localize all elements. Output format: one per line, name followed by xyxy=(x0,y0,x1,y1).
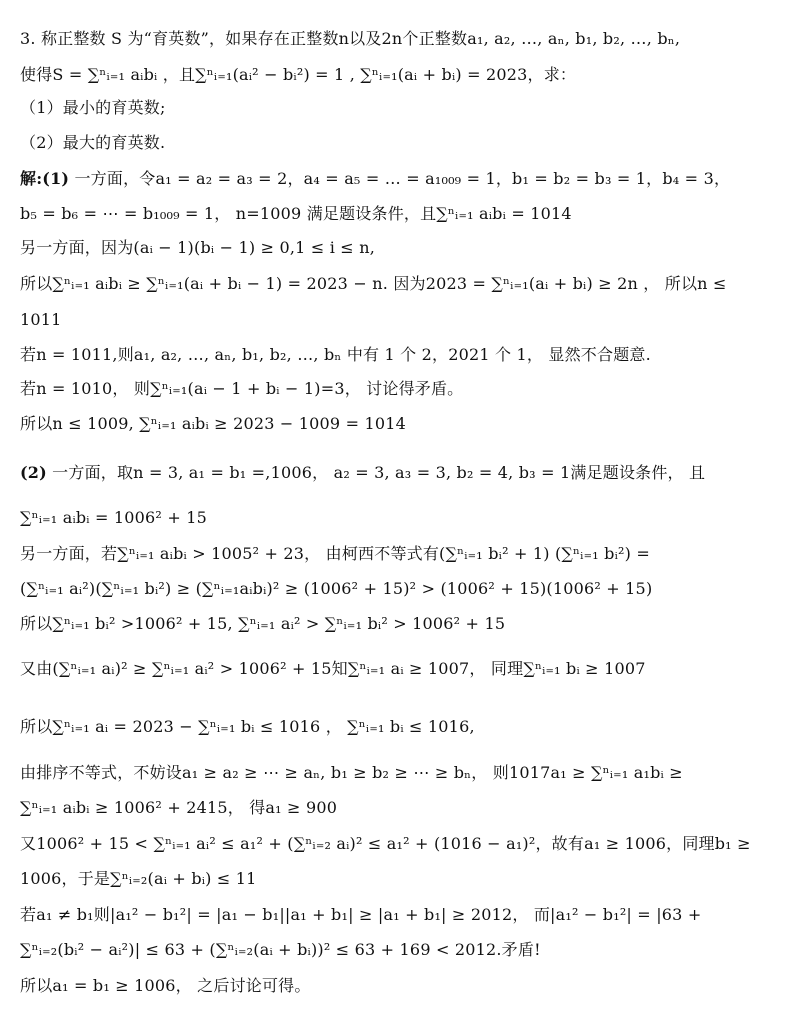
solution-line: ∑ⁿᵢ₌₂(bᵢ² − aᵢ²)| ≤ 63 + (∑ⁿᵢ₌₂(aᵢ + bᵢ))² ≤ 63 + 169 < 2012.矛盾! xyxy=(20,940,541,959)
question-1: （1）最小的育英数; xyxy=(20,98,166,117)
solution-line xyxy=(20,462,782,484)
solution-line: 由排序不等式，不妨设a₁ ≥ a₂ ≥ ⋯ ≥ aₙ, b₁ ≥ b₂ ≥ ⋯ ≥ bₙ， 则1017a₁ ≥ ∑ⁿᵢ₌₁ a₁bᵢ ≥ xyxy=(20,763,683,782)
solution-line: 所以∑ⁿᵢ₌₁ aᵢ = 2023 − ∑ⁿᵢ₌₁ bᵢ ≤ 1016 ， ∑ⁿᵢ₌₁ bᵢ ≤ 1016, xyxy=(20,717,475,736)
solution-line: (∑ⁿᵢ₌₁ aᵢ²)(∑ⁿᵢ₌₁ bᵢ²) ≥ (∑ⁿᵢ₌₁aᵢbᵢ)² ≥ (1006² + 15)² > (1006² + 15)(1006² + 15) xyxy=(20,579,653,598)
solution-line: 另一方面，因为(aᵢ − 1)(bᵢ − 1) ≥ 0,1 ≤ i ≤ n, xyxy=(20,238,375,257)
solution-line: 1011 xyxy=(20,310,62,329)
problem-statement-line-1: 3. 称正整数 S 为“育英数”，如果存在正整数n以及2n个正整数a₁, a₂, …, aₙ, b₁, b₂, …, bₙ, xyxy=(20,29,681,48)
question-2: （2）最大的育英数. xyxy=(20,133,166,152)
solution-line: 又1006² + 15 < ∑ⁿᵢ₌₁ aᵢ² ≤ a₁² + (∑ⁿᵢ₌₂ aᵢ)² ≤ a₁² + (1016 − a₁)²，故有a₁ ≥ 1006，同理b₁ ≥ xyxy=(20,834,751,853)
solution-line: ∑ⁿᵢ₌₁ aᵢbᵢ = 1006² + 15 xyxy=(20,508,207,527)
part-2-label: (2) xyxy=(20,463,47,482)
solution-text: 一方面，取n = 3, a₁ = b₁ =,1006， a₂ = 3, a₃ = 3, b₂ = 4, b₃ = 1满足题设条件， 且 xyxy=(52,463,706,482)
solution-line: 另一方面，若∑ⁿᵢ₌₁ aᵢbᵢ > 1005² + 23， 由柯西不等式有(∑ⁿᵢ₌₁ bᵢ² + 1) (∑ⁿᵢ₌₁ bᵢ²) = xyxy=(20,544,650,563)
solution-line: 若n = 1011,则a₁, a₂, …, aₙ, b₁, b₂, …, bₙ 中有 1 个 2，2021 个 1， 显然不合题意. xyxy=(20,345,651,364)
solution-line: 所以a₁ = b₁ ≥ 1006， 之后讨论可得。 xyxy=(20,976,311,995)
solution-line: 所以n ≤ 1009, ∑ⁿᵢ₌₁ aᵢbᵢ ≥ 2023 − 1009 = 1014 xyxy=(20,414,406,433)
solution-line: b₅ = b₆ = ⋯ = b₁₀₀₉ = 1， n=1009 满足题设条件，且∑ⁿᵢ₌₁ aᵢbᵢ = 1014 xyxy=(20,204,572,223)
solution-line: 所以∑ⁿᵢ₌₁ bᵢ² >1006² + 15, ∑ⁿᵢ₌₁ aᵢ² > ∑ⁿᵢ₌₁ bᵢ² > 1006² + 15 xyxy=(20,614,506,633)
solution-line: 1006，于是∑ⁿᵢ₌₂(aᵢ + bᵢ) ≤ 11 xyxy=(20,869,257,888)
solution-line: 若n = 1010， 则∑ⁿᵢ₌₁(aᵢ − 1 + bᵢ − 1)=3， 讨论得矛盾。 xyxy=(20,379,464,398)
solution-line: 所以∑ⁿᵢ₌₁ aᵢbᵢ ≥ ∑ⁿᵢ₌₁(aᵢ + bᵢ − 1) = 2023 − n. 因为2023 = ∑ⁿᵢ₌₁(aᵢ + bᵢ) ≥ 2n ， 所以n ≤ xyxy=(20,274,727,293)
solution-line xyxy=(20,168,782,190)
problem-statement-line-2: 使得S = ∑ⁿᵢ₌₁ aᵢbᵢ ，且∑ⁿᵢ₌₁(aᵢ² − bᵢ²) = 1 , ∑ⁿᵢ₌₁(aᵢ + bᵢ) = 2023，求： xyxy=(20,65,577,84)
solution-line: 又由(∑ⁿᵢ₌₁ aᵢ)² ≥ ∑ⁿᵢ₌₁ aᵢ² > 1006² + 15知∑ⁿᵢ₌₁ aᵢ ≥ 1007， 同理∑ⁿᵢ₌₁ bᵢ ≥ 1007 xyxy=(20,659,646,678)
solution-line: ∑ⁿᵢ₌₁ aᵢbᵢ ≥ 1006² + 2415， 得a₁ ≥ 900 xyxy=(20,798,338,817)
solution-text: 一方面，令a₁ = a₂ = a₃ = 2，a₄ = a₅ = … = a₁₀₀₉ = 1，b₁ = b₂ = b₃ = 1，b₄ = 3， xyxy=(74,169,731,188)
solution-line: 若a₁ ≠ b₁则|a₁² − b₁²| = |a₁ − b₁||a₁ + b₁| ≥ |a₁ + b₁| ≥ 2012， 而|a₁² − b₁²| = |63 + xyxy=(20,905,702,924)
solution-label: 解:(1) xyxy=(20,169,70,188)
